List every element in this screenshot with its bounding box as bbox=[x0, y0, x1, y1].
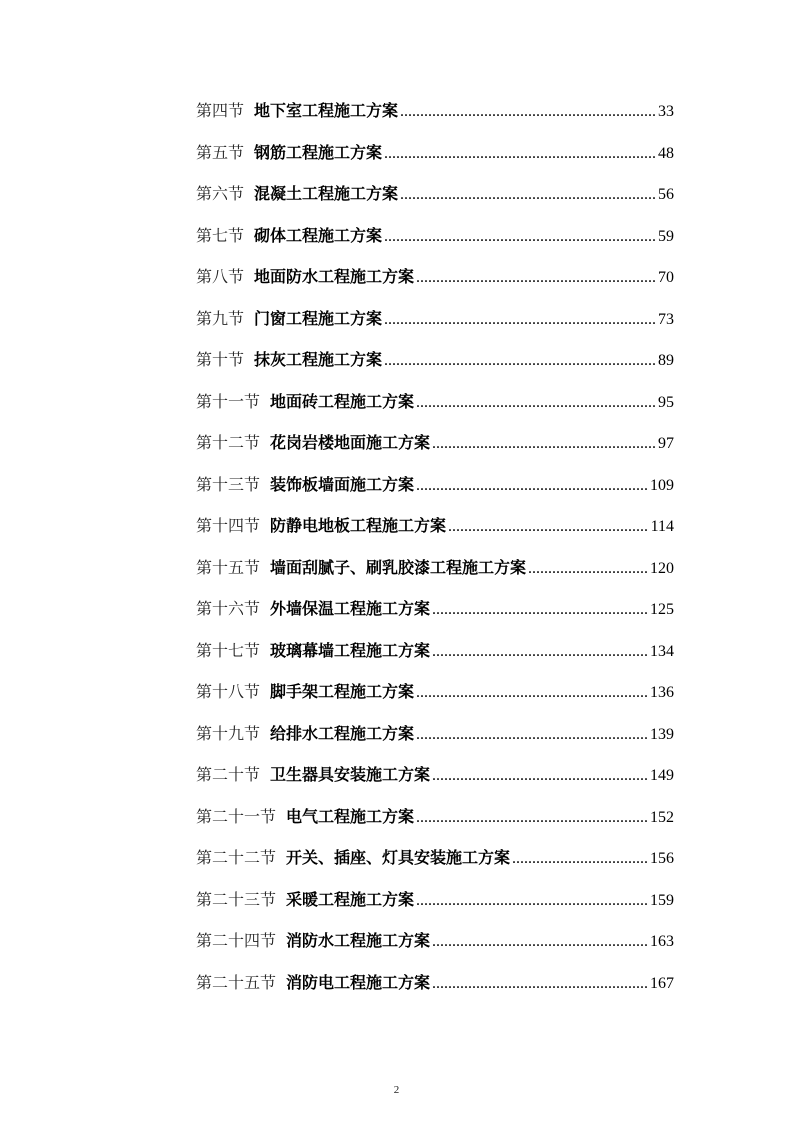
toc-section-title: 地面防水工程施工方案 bbox=[254, 267, 415, 286]
toc-page-number: 167 bbox=[650, 974, 674, 992]
toc-page-number: 97 bbox=[658, 435, 674, 452]
toc-dot-leader bbox=[432, 631, 648, 673]
toc-dot-leader bbox=[416, 797, 648, 839]
toc-entry[interactable] bbox=[196, 464, 674, 506]
toc-page-number: 33 bbox=[658, 103, 674, 120]
toc-entry[interactable] bbox=[196, 381, 674, 423]
toc-dot-leader bbox=[416, 465, 648, 507]
toc-dot-leader bbox=[448, 506, 649, 548]
toc-entry[interactable] bbox=[196, 422, 674, 464]
page-footer-number: 2 bbox=[393, 1084, 400, 1096]
toc-section-title: 防静电地板工程施工方案 bbox=[270, 516, 447, 535]
toc-entry[interactable] bbox=[196, 505, 674, 547]
toc-dot-leader bbox=[432, 755, 648, 797]
toc-section-number: 第二十一节 bbox=[196, 806, 277, 826]
toc-entry[interactable] bbox=[196, 339, 674, 381]
toc-section-title: 外墙保温工程施工方案 bbox=[270, 599, 431, 618]
toc-entry[interactable] bbox=[196, 671, 674, 713]
table-of-contents bbox=[196, 90, 674, 1003]
toc-section-number: 第十三节 bbox=[196, 474, 261, 494]
toc-page-number: 114 bbox=[650, 518, 674, 535]
toc-section-title: 采暖工程施工方案 bbox=[286, 889, 415, 909]
toc-section-title: 电气工程施工方案 bbox=[286, 806, 415, 826]
toc-dot-leader bbox=[416, 880, 648, 922]
toc-section-number: 第十节 bbox=[196, 350, 245, 369]
toc-section-title: 花岗岩楼地面施工方案 bbox=[270, 433, 431, 452]
toc-page-number: 139 bbox=[650, 725, 674, 743]
toc-dot-leader bbox=[432, 589, 648, 631]
toc-section-number: 第七节 bbox=[196, 225, 245, 245]
toc-dot-leader bbox=[384, 216, 656, 258]
toc-entry[interactable] bbox=[196, 796, 674, 838]
toc-section-number: 第二十节 bbox=[196, 765, 261, 784]
toc-section-number: 第四节 bbox=[196, 101, 245, 120]
toc-entry[interactable] bbox=[196, 754, 674, 796]
toc-page-number: 48 bbox=[658, 144, 674, 162]
toc-entry[interactable] bbox=[196, 90, 674, 132]
toc-section-number: 第十四节 bbox=[196, 516, 261, 535]
toc-page-number: 163 bbox=[650, 933, 674, 950]
toc-section-number: 第十五节 bbox=[196, 557, 261, 577]
toc-section-title: 钢筋工程施工方案 bbox=[254, 142, 383, 162]
toc-section-number: 第八节 bbox=[196, 267, 245, 286]
toc-section-title: 砌体工程施工方案 bbox=[254, 225, 383, 245]
toc-section-number: 第十二节 bbox=[196, 433, 261, 452]
toc-page-number: 149 bbox=[650, 767, 674, 784]
toc-entry[interactable] bbox=[196, 630, 674, 672]
toc-page-number: 136 bbox=[650, 684, 674, 701]
toc-section-number: 第二十五节 bbox=[196, 972, 277, 992]
toc-dot-leader bbox=[384, 299, 656, 341]
toc-section-number: 第十一节 bbox=[196, 391, 261, 411]
toc-entry[interactable] bbox=[196, 132, 674, 174]
toc-entry[interactable] bbox=[196, 173, 674, 215]
toc-dot-leader bbox=[416, 714, 648, 756]
toc-section-title: 消防水工程施工方案 bbox=[286, 931, 431, 950]
toc-page-number: 109 bbox=[650, 476, 674, 494]
toc-section-title: 玻璃幕墙工程施工方案 bbox=[270, 640, 431, 660]
toc-page-number: 159 bbox=[650, 891, 674, 909]
toc-page-number: 59 bbox=[658, 227, 674, 245]
toc-dot-leader bbox=[416, 672, 648, 714]
toc-page-number: 125 bbox=[650, 601, 674, 618]
toc-section-title: 地下室工程施工方案 bbox=[254, 101, 399, 120]
toc-section-title: 装饰板墙面施工方案 bbox=[270, 474, 415, 494]
toc-page-number: 95 bbox=[658, 393, 674, 411]
toc-entry[interactable] bbox=[196, 588, 674, 630]
toc-page-number: 70 bbox=[658, 269, 674, 286]
toc-dot-leader bbox=[528, 548, 648, 590]
toc-section-title: 开关、插座、灯具安装施工方案 bbox=[286, 848, 511, 867]
toc-page-number: 89 bbox=[658, 352, 674, 369]
toc-dot-leader bbox=[416, 382, 656, 424]
toc-section-number: 第六节 bbox=[196, 184, 245, 203]
toc-section-number: 第十七节 bbox=[196, 640, 261, 660]
toc-section-number: 第十六节 bbox=[196, 599, 261, 618]
toc-section-title: 混凝土工程施工方案 bbox=[254, 184, 399, 203]
toc-entry[interactable] bbox=[196, 837, 674, 879]
toc-entry[interactable] bbox=[196, 713, 674, 755]
toc-entry[interactable] bbox=[196, 256, 674, 298]
toc-page-number: 156 bbox=[650, 850, 674, 867]
toc-dot-leader bbox=[416, 257, 656, 299]
toc-dot-leader bbox=[432, 921, 648, 963]
toc-section-title: 抹灰工程施工方案 bbox=[254, 350, 383, 369]
toc-page-number: 56 bbox=[658, 186, 674, 203]
toc-dot-leader bbox=[432, 963, 648, 1005]
toc-entry[interactable] bbox=[196, 547, 674, 589]
toc-section-title: 给排水工程施工方案 bbox=[270, 723, 415, 743]
toc-dot-leader bbox=[512, 838, 648, 880]
toc-page-number: 73 bbox=[658, 310, 674, 328]
toc-entry[interactable] bbox=[196, 879, 674, 921]
toc-section-title: 消防电工程施工方案 bbox=[286, 972, 431, 992]
toc-page-number: 152 bbox=[650, 808, 674, 826]
toc-section-number: 第十八节 bbox=[196, 682, 261, 701]
toc-entry[interactable] bbox=[196, 215, 674, 257]
toc-section-number: 第十九节 bbox=[196, 723, 261, 743]
toc-entry[interactable] bbox=[196, 962, 674, 1004]
toc-section-title: 脚手架工程施工方案 bbox=[270, 682, 415, 701]
toc-section-title: 卫生器具安装施工方案 bbox=[270, 765, 431, 784]
toc-dot-leader bbox=[384, 133, 656, 175]
toc-dot-leader bbox=[432, 423, 656, 465]
toc-section-number: 第二十四节 bbox=[196, 931, 277, 950]
toc-section-number: 第二十二节 bbox=[196, 848, 277, 867]
toc-section-title: 门窗工程施工方案 bbox=[254, 308, 383, 328]
toc-section-number: 第二十三节 bbox=[196, 889, 277, 909]
toc-entry[interactable] bbox=[196, 920, 674, 962]
toc-entry[interactable] bbox=[196, 298, 674, 340]
toc-section-title: 地面砖工程施工方案 bbox=[270, 391, 415, 411]
toc-page-number: 120 bbox=[650, 559, 674, 577]
toc-dot-leader bbox=[384, 340, 656, 382]
toc-page-number: 134 bbox=[650, 642, 674, 660]
toc-dot-leader bbox=[400, 91, 656, 133]
toc-dot-leader bbox=[400, 174, 656, 216]
toc-section-number: 第五节 bbox=[196, 142, 245, 162]
toc-section-title: 墙面刮腻子、刷乳胶漆工程施工方案 bbox=[270, 557, 527, 577]
toc-section-number: 第九节 bbox=[196, 308, 245, 328]
